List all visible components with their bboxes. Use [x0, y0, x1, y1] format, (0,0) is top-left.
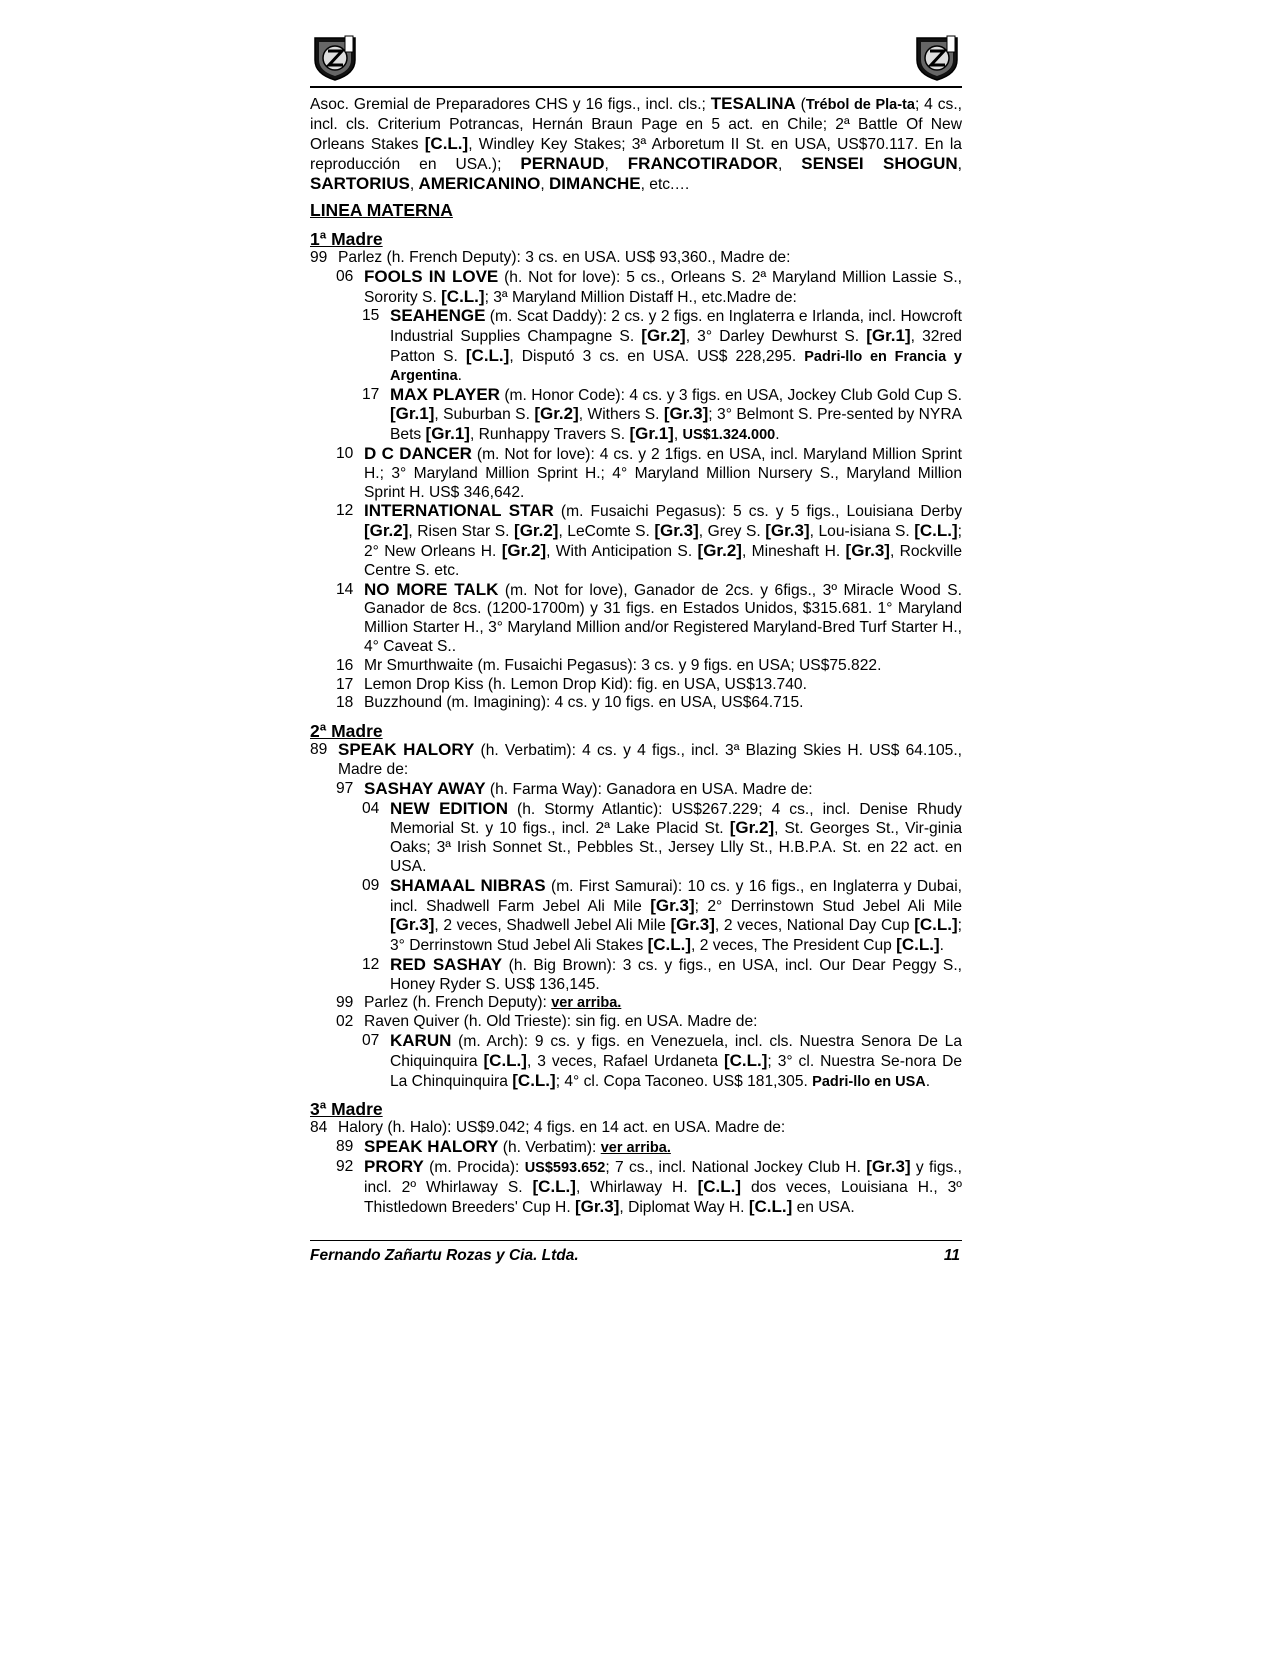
pedigree-entry: 17 MAX PLAYER (m. Honor Code): 4 cs. y 3 figs. en USA, Jockey Club Gold Cup S. [Gr.1], Suburban S. [Gr.2], Withers S. [Gr.3]; 3° Belmont S. Pre-sented by NYRA Bets [Gr.1], Runhappy Travers S. [Gr.1], US$1.324.000. [362, 384, 962, 444]
pedigree-entry: 15 SEAHENGE (m. Scat Daddy): 2 cs. y 2 figs. en Inglaterra e Irlanda, incl. Howcroft Industrial Supplies Champagne S. [Gr.2], 3° Darley Dewhurst S. [Gr.1], 32red Patton S. [C.L.], Disputó 3 cs. en USA. US$ 228,295. Padri-llo en Francia y Argentina. [362, 306, 962, 384]
pedigree-entry: 07 KARUN (m. Arch): 9 cs. y figs. en Venezuela, incl. cls. Nuestra Senora De La Chiquinquira [C.L.], 3 veces, Rafael Urdaneta [C.L.]; 3° cl. Nuestra Se-nora De La Chinquinquira [C.L.]; 4° cl. Copa Taconeo. US$ 181,305. Padri-llo en USA. [362, 1031, 962, 1090]
pedigree-entry: 84 Halory (h. Halo): US$9.042; 4 figs. en 14 act. en USA. Madre de: [310, 1119, 786, 1137]
pedigree-entry: 02 Raven Quiver (h. Old Trieste): sin fig. en USA. Madre de: [336, 1013, 758, 1031]
pedigree-entry: 14 NO MORE TALK (m. Not for love), Ganador de 2cs. y 6figs., 3º Miracle Wood S. Ganador de 8cs. (1200-1700m) y 31 figs. en Estados Unidos, $315.681. 1° Maryland Million Starter H., 3° Maryland Million and/or Registered Maryland-Bred Turf Starter H., 4° Caveat S.. [336, 579, 962, 655]
pedigree-entry: 06 FOOLS IN LOVE (h. Not for love): 5 cs., Orleans S. 2ª Maryland Million Lassie S., Sorority S. [C.L.]; 3ª Maryland Million Distaff H., etc.Madre de: [336, 266, 962, 306]
intro-paragraph: Asoc. Gremial de Preparadores CHS y 16 figs., incl. cls.; TESALINA (Trébol de Pla-ta; 4 cs., incl. cls. Criterium Potrancas, Hernán Braun Page en 5 act. en Chile; 2ª Battle Of New Orleans Stakes [C.L.], Windley Key Stakes; 3ª Arboretum II St. en USA, US$70.117. En la reproducción en USA.); PERNAUD, FRANCOTIRADOR, SENSEI SHOGUN, SARTORIUS, AMERICANINO, DIMANCHE, etc.… [310, 94, 962, 193]
pedigree-entry: 99 Parlez (h. French Deputy): 3 cs. en USA. US$ 93,360., Madre de: [310, 249, 791, 266]
section-title: LINEA MATERNA [310, 200, 453, 220]
zanartu-logo-icon [914, 34, 960, 82]
pedigree-entry: 97 SASHAY AWAY (h. Farma Way): Ganadora en USA. Madre de: [336, 778, 813, 798]
zanartu-logo-icon [312, 34, 358, 82]
madre3-title: 3ª Madre [310, 1099, 383, 1120]
pedigree-entry: 89 SPEAK HALORY (h. Verbatim): ver arriba. [336, 1137, 671, 1157]
pedigree-entry: 99 Parlez (h. French Deputy): ver arriba. [336, 994, 622, 1012]
madre2-title: 2ª Madre [310, 721, 383, 742]
pedigree-entry: 04 NEW EDITION (h. Stormy Atlantic): US$267.229; 4 cs., incl. Denise Rhudy Memorial St. y 10 figs., incl. 2ª Lake Placid St. [Gr.2], St. Georges St., Vir-ginia Oaks; 3ª Irish Sonnet St., Pebbles St., Jersey Llly St., H.B.P.A. St. en 22 act. en USA. [362, 798, 962, 875]
pedigree-entry: 17 Lemon Drop Kiss (h. Lemon Drop Kid): fig. en USA, US$13.740. [336, 675, 807, 693]
ver-arriba-link[interactable]: ver arriba. [600, 1140, 671, 1157]
madre1-title: 1ª Madre [310, 229, 383, 249]
pedigree-entry: 92 PRORY (m. Procida): US$593.652; 7 cs., incl. National Jockey Club H. [Gr.3] y figs., incl. 2º Whirlaway S. [C.L.], Whirlaway H. [C.L.] dos veces, Louisiana H., 3º Thistledown Breeders' Cup H. [Gr.3], Diplomat Way H. [C.L.] en USA. [336, 1157, 962, 1216]
pedigree-entry: 12 RED SASHAY (h. Big Brown): 3 cs. y figs., en USA, incl. Our Dear Peggy S., Honey Ryder S. US$ 136,145. [362, 954, 962, 993]
page-number: 11 [943, 1247, 960, 1264]
pedigree-entry: 12 INTERNATIONAL STAR (m. Fusaichi Pegasus): 5 cs. y 5 figs., Louisiana Derby [Gr.2], Risen Star S. [Gr.2], LeComte S. [Gr.3], Grey S. [Gr.3], Lou-isiana S. [C.L.]; 2° New Orleans H. [Gr.2], With Anticipation S. [Gr.2], Mineshaft H. [Gr.3], Rockville Centre S. etc. [336, 501, 963, 579]
footer-company: Fernando Zañartu Rozas y Cia. Ltda. [310, 1247, 579, 1264]
document-page [310, 30, 962, 1217]
page-header [310, 30, 962, 88]
pedigree-entry: 10 D C DANCER (m. Not for love): 4 cs. y 2 1figs. en USA, incl. Maryland Million Sprint H.; 3° Maryland Million Sprint H.; 4° Maryland Million Nursery S., Maryland Million Sprint H. US$ 346,642. [336, 443, 962, 501]
pedigree-entry: 16 Mr Smurthwaite (m. Fusaichi Pegasus): 3 cs. y 9 figs. en USA; US$75.822. [336, 656, 882, 674]
page-footer [310, 1240, 962, 1265]
ver-arriba-link[interactable]: ver arriba. [551, 995, 622, 1012]
pedigree-entry: 09 SHAMAAL NIBRAS (m. First Samurai): 10 cs. y 16 figs., en Inglaterra y Dubai, incl. Shadwell Farm Jebel Ali Mile [Gr.3]; 2° Derrinstown Stud Jebel Ali Mile [Gr.3], 2 veces, Shadwell Jebel Ali Mile [Gr.3], 2 veces, National Day Cup [C.L.]; 3° Derrinstown Stud Jebel Ali Stakes [C.L.], 2 veces, The President Cup [C.L.]. [362, 875, 962, 955]
pedigree-entry: 18 Buzzhound (m. Imagining): 4 cs. y 10 figs. en USA, US$64.715. [336, 694, 804, 712]
pedigree-entry: 89 SPEAK HALORY (h. Verbatim): 4 cs. y 4 figs., incl. 3ª Blazing Skies H. US$ 64.105., Madre de: [310, 740, 962, 778]
